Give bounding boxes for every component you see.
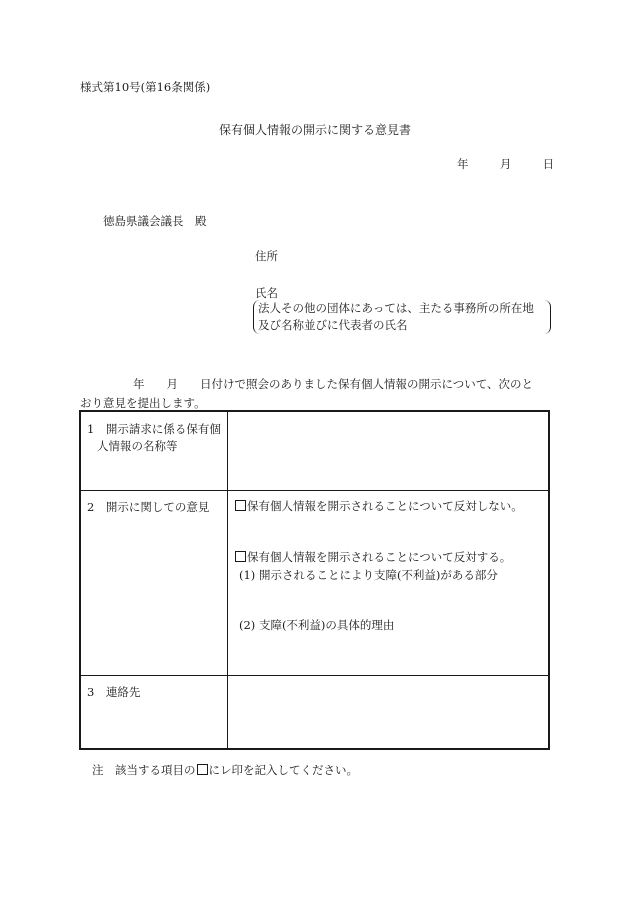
body-line1-rest: 日付けで照会のありました保有個人情報の開示について、次のと [200, 377, 534, 391]
document-title: 保有個人情報の開示に関する意見書 [218, 123, 411, 137]
checkbox-icon [197, 764, 208, 775]
sub-item-reason: (2) 支障(不利益)の具体的理由 [239, 618, 395, 632]
checkbox-oppose[interactable] [235, 551, 246, 562]
form-number: 様式第10号(第16条関係) [80, 80, 211, 94]
date-year: 年 [457, 157, 469, 171]
option-oppose[interactable] [235, 549, 511, 566]
addressee: 徳島県議会議長 殿 [103, 214, 207, 228]
table-row-divider-2 [81, 675, 548, 676]
table-column-divider [227, 412, 228, 748]
body-month: 月 [166, 377, 178, 391]
row1-label-line2: 人情報の名称等 [97, 438, 178, 453]
body-paragraph-line1 [133, 377, 533, 393]
date-line [457, 157, 554, 173]
body-year: 年 [133, 377, 145, 391]
option-oppose-text: 保有個人情報を開示されることについて反対する。 [247, 550, 512, 564]
corporate-note-line2: 及び名称並びに代表者の氏名 [258, 318, 408, 332]
row1-label-line1: 1 開示請求に係る保有個 [87, 422, 221, 436]
option-not-oppose-text: 保有個人情報を開示されることについて反対しない。 [247, 499, 523, 513]
footnote-prefix: 注 該当する項目の [92, 763, 196, 777]
row1-label [87, 421, 221, 454]
date-day: 日 [542, 157, 555, 171]
option-not-oppose[interactable] [235, 498, 523, 515]
body-paragraph-line2: おり意見を提出します。 [80, 396, 206, 410]
date-month: 月 [499, 157, 512, 171]
corporate-note-line1: 法人その他の団体にあっては、主たる事務所の所在地 [258, 301, 534, 315]
opinion-table [79, 410, 550, 750]
name-label: 氏名 [255, 286, 278, 300]
checkbox-not-oppose[interactable] [235, 500, 246, 511]
corporate-note-bracket [253, 300, 551, 334]
table-row-divider-1 [81, 490, 548, 491]
footnote [92, 763, 358, 779]
row2-label: 2 開示に関しての意見 [87, 500, 210, 514]
sub-item-affected-part: (1) 開示されることにより支障(不利益)がある部分 [239, 568, 498, 582]
address-label: 住所 [255, 249, 278, 263]
row3-label: 3 連絡先 [87, 685, 141, 699]
footnote-suffix: にレ印を記入してください。 [208, 763, 358, 777]
